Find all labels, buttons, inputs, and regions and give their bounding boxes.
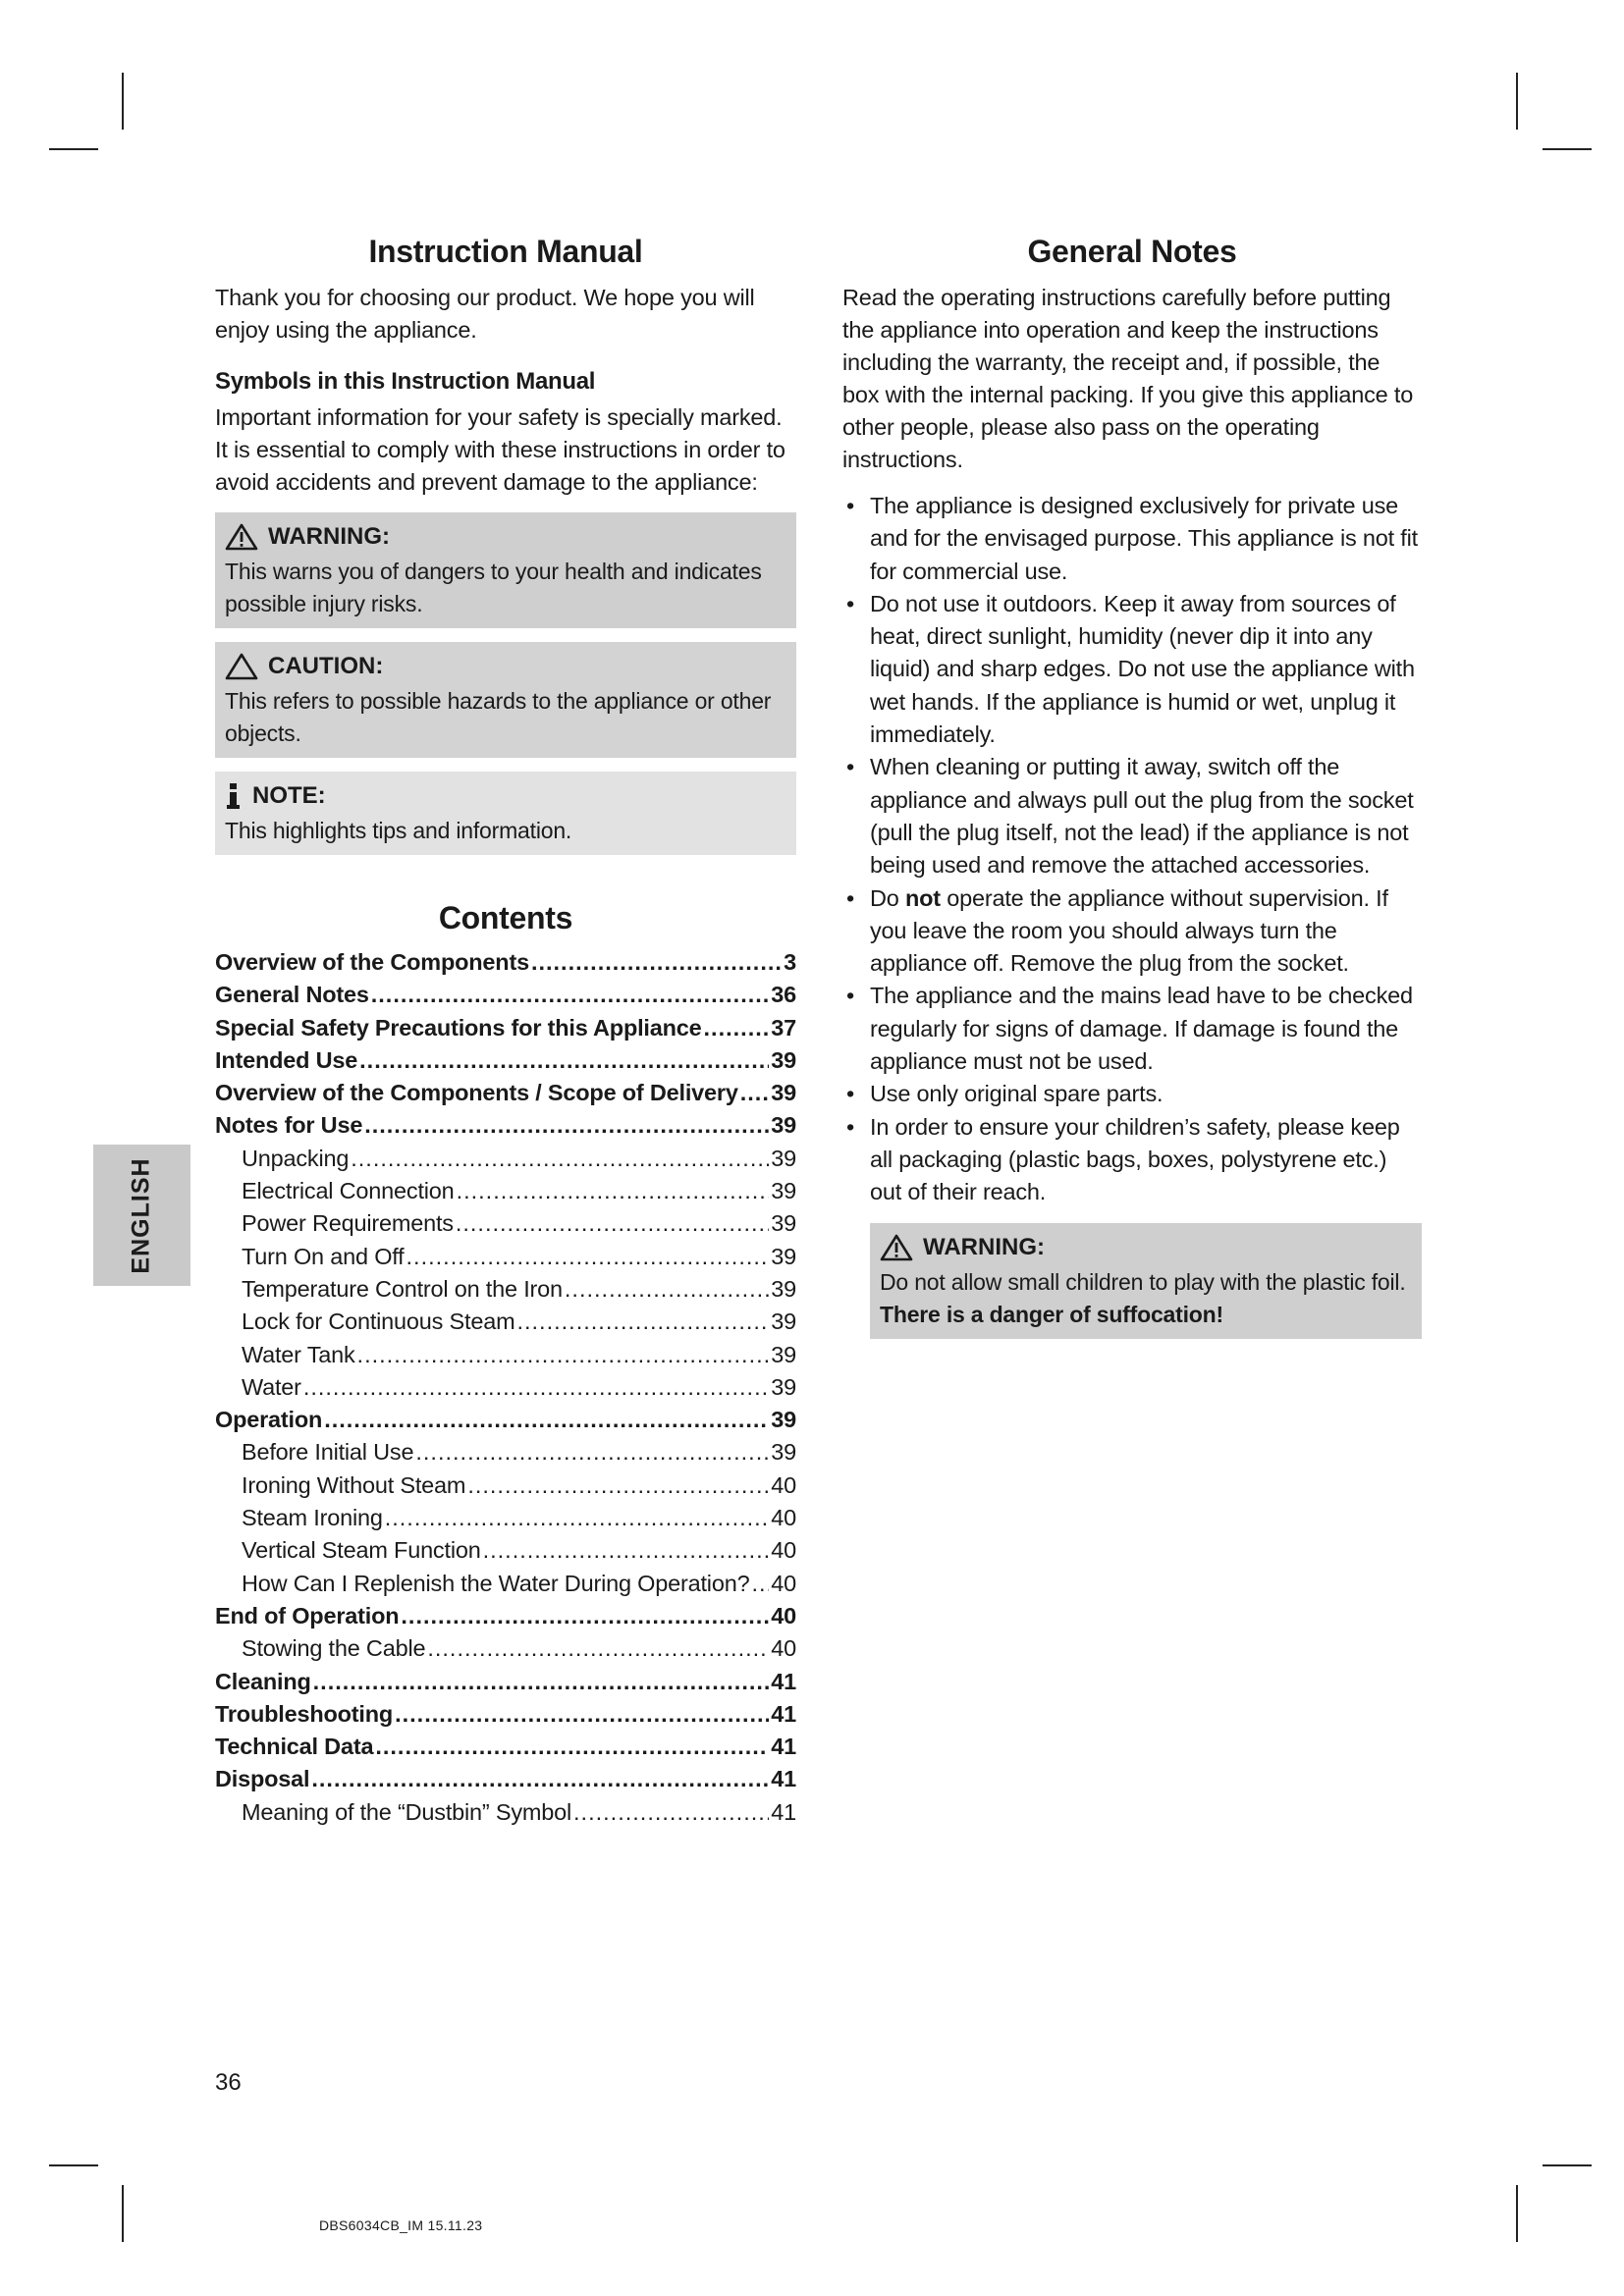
- list-item-text: Do: [870, 884, 905, 911]
- toc-entry-label: Lock for Continuous Steam: [242, 1308, 515, 1335]
- list-item: • The appliance is designed exclusively for private use and for the envisaged purpose. This appliance is not fit for commercial use.: [842, 490, 1422, 588]
- language-tab: [93, 1145, 190, 1286]
- toc-entry-label: Intended Use: [215, 1046, 358, 1073]
- emphasis-text: not: [904, 884, 941, 911]
- toc-entry-page: 41: [771, 1766, 796, 1792]
- warning-triangle-icon: [225, 523, 258, 551]
- toc-dot-leader: [359, 1044, 769, 1077]
- toc-entry-page: 39: [771, 1046, 796, 1073]
- toc-dot-leader: [385, 1502, 770, 1534]
- toc-entry-label: Steam Ironing: [242, 1505, 383, 1531]
- toc-dot-leader: [740, 1077, 770, 1109]
- toc-entry-label: Temperature Control on the Iron: [242, 1275, 563, 1302]
- toc-entry-label: Electrical Connection: [242, 1178, 455, 1204]
- contents-title: Contents: [438, 900, 573, 935]
- toc-dot-leader: [395, 1698, 769, 1731]
- caution-title: CAUTION:: [268, 653, 384, 679]
- toc-entry-page: 39: [771, 1112, 796, 1139]
- toc-entry: [215, 1207, 796, 1240]
- toc-entry-label: Overview of the Components / Scope of Delivery: [215, 1080, 738, 1106]
- info-icon: [225, 782, 243, 810]
- toc-entry-page: 39: [771, 1080, 796, 1106]
- toc-entry-label: Stowing the Cable: [242, 1635, 426, 1662]
- warning-box: [870, 1223, 1422, 1339]
- toc-dot-leader: [467, 1469, 769, 1502]
- crop-mark: [49, 148, 98, 150]
- toc-entry: [215, 1698, 796, 1731]
- toc-dot-leader: [351, 1143, 769, 1175]
- toc-dot-leader: [456, 1207, 769, 1240]
- toc-entry: [215, 1044, 796, 1077]
- toc-entry-label: Water: [242, 1373, 301, 1400]
- crop-mark: [1516, 73, 1518, 130]
- toc-entry-label: Power Requirements: [242, 1210, 454, 1237]
- toc-entry-page: 39: [771, 1275, 796, 1302]
- toc-entry: [215, 1666, 796, 1698]
- warning-heading: [880, 1233, 1412, 1262]
- toc-entry-label: How Can I Replenish the Water During Operation?: [242, 1570, 750, 1596]
- toc-entry: [215, 1371, 796, 1404]
- toc-dot-leader: [516, 1306, 769, 1338]
- toc-entry-page: 39: [771, 1439, 796, 1466]
- toc-entry: [215, 1632, 796, 1665]
- toc-dot-leader: [415, 1436, 769, 1468]
- toc-entry: [215, 1534, 796, 1567]
- toc-entry: [215, 1241, 796, 1273]
- toc-entry: [215, 1109, 796, 1142]
- toc-entry-page: 40: [771, 1570, 796, 1596]
- toc-entry: [215, 1175, 796, 1207]
- crop-mark: [122, 2185, 124, 2242]
- toc-entry-label: Notes for Use: [215, 1112, 363, 1139]
- toc-dot-leader: [704, 1012, 770, 1044]
- toc-entry-page: 39: [771, 1407, 796, 1433]
- warning-emphasis-text: There is a danger of suffocation!: [880, 1301, 1223, 1327]
- warning-box: [215, 512, 796, 628]
- toc-entry: [215, 1436, 796, 1468]
- note-box: [215, 772, 796, 855]
- toc-entry: [215, 1012, 796, 1044]
- toc-dot-leader: [364, 1109, 769, 1142]
- toc-dot-leader: [573, 1796, 769, 1829]
- toc-entry-label: Special Safety Precautions for this Appliance: [215, 1014, 702, 1041]
- toc-dot-leader: [401, 1600, 769, 1632]
- crop-mark: [1516, 2185, 1518, 2242]
- toc-entry: [215, 1469, 796, 1502]
- toc-dot-leader: [751, 1568, 769, 1600]
- toc-entry-page: 40: [771, 1602, 796, 1629]
- list-item: • Use only original spare parts.: [842, 1078, 1422, 1110]
- list-item: • Do not use it outdoors. Keep it away from sources of heat, direct sunlight, humidity (never dip it into any liquid) and sharp edges. Do not use the appliance with wet hands. If the appliance is humid or wet, unplug it immediately.: [842, 588, 1422, 751]
- toc-entry-label: Before Initial Use: [242, 1439, 414, 1466]
- toc-entry-label: Operation: [215, 1407, 323, 1433]
- list-item: • When cleaning or putting it away, switch off the appliance and always pull out the plug from the socket (pull the plug itself, not the lead) if the appliance is not being used and remove the attached accessories.: [842, 751, 1422, 881]
- list-item-text: operate the appliance without supervision. If you leave the room you should always turn the appliance off. Remove the plug from the socket.: [870, 884, 1388, 977]
- toc-entry-page: 40: [771, 1505, 796, 1531]
- toc-entry-label: Ironing Without Steam: [242, 1471, 466, 1498]
- warning-text: This warns you of dangers to your health and indicates possible injury risks.: [225, 559, 762, 616]
- toc-entry: [215, 1306, 796, 1338]
- toc-entry-page: 41: [771, 1700, 796, 1727]
- toc-entry-page: 41: [771, 1734, 796, 1760]
- general-notes-intro: Read the operating instructions carefully before putting the appliance into operation and keep the instructions including the warranty, the receipt and, if possible, the box with the internal packing. If you give this appliance to other people, please also pass on the operating instructions.: [842, 285, 1414, 472]
- toc-entry-label: Technical Data: [215, 1734, 374, 1760]
- caution-triangle-icon: [225, 653, 258, 680]
- page-number: 36: [215, 2069, 242, 2096]
- toc-entry: [215, 1731, 796, 1763]
- crop-mark: [122, 73, 124, 130]
- toc-entry-label: Cleaning: [215, 1668, 311, 1694]
- safety-notes-list: [842, 490, 1422, 1209]
- toc-entry-label: Disposal: [215, 1766, 310, 1792]
- toc-dot-leader: [313, 1666, 770, 1698]
- toc-entry: [215, 1273, 796, 1306]
- toc-dot-leader: [531, 946, 782, 979]
- warning-title: WARNING:: [268, 523, 390, 550]
- toc-entry: [215, 1502, 796, 1534]
- toc-dot-leader: [303, 1371, 769, 1404]
- toc-entry-page: 39: [771, 1308, 796, 1335]
- caution-box: [215, 642, 796, 758]
- crop-mark: [1543, 148, 1592, 150]
- toc-entry-label: Unpacking: [242, 1145, 350, 1171]
- toc-entry-page: 37: [771, 1014, 796, 1041]
- toc-dot-leader: [311, 1763, 769, 1795]
- symbols-paragraph: Important information for your safety is specially marked.: [215, 404, 783, 430]
- toc-entry: [215, 1143, 796, 1175]
- toc-dot-leader: [406, 1241, 770, 1273]
- toc-entry-page: 40: [771, 1471, 796, 1498]
- warning-heading: [225, 522, 786, 552]
- toc-entry-page: 41: [771, 1798, 796, 1825]
- toc-entry-label: Water Tank: [242, 1341, 355, 1367]
- note-title: NOTE:: [252, 782, 326, 809]
- toc-dot-leader: [357, 1339, 770, 1371]
- toc-entry: [215, 1568, 796, 1600]
- crop-mark: [49, 2164, 98, 2166]
- document-code: DBS6034CB_IM 15.11.23: [319, 2217, 483, 2233]
- general-notes-title: General Notes: [1027, 234, 1237, 269]
- toc-dot-leader: [375, 1731, 769, 1763]
- toc-entry-page: 39: [771, 1243, 796, 1269]
- caution-text: This refers to possible hazards to the appliance or other objects.: [225, 688, 772, 746]
- toc-dot-leader: [427, 1632, 769, 1665]
- toc-entry-label: Meaning of the “Dustbin” Symbol: [242, 1798, 572, 1825]
- intro-paragraph: Thank you for choosing our product. We hope you will enjoy using the appliance.: [215, 285, 755, 343]
- toc-entry: [215, 1077, 796, 1109]
- toc-entry-label: Vertical Steam Function: [242, 1537, 481, 1564]
- toc-entry: [215, 1339, 796, 1371]
- toc-entry-label: Overview of the Components: [215, 949, 529, 975]
- toc-dot-leader: [565, 1273, 769, 1306]
- toc-entry-label: End of Operation: [215, 1602, 400, 1629]
- table-of-contents: [215, 946, 796, 1829]
- toc-entry-label: General Notes: [215, 982, 369, 1008]
- toc-entry-label: Troubleshooting: [215, 1700, 394, 1727]
- note-heading: [225, 781, 786, 811]
- toc-entry-page: 39: [771, 1210, 796, 1237]
- right-column: [842, 234, 1422, 1339]
- toc-dot-leader: [483, 1534, 770, 1567]
- toc-entry-page: 40: [771, 1635, 796, 1662]
- crop-mark: [1543, 2164, 1592, 2166]
- list-item: • In order to ensure your children’s safety, please keep all packaging (plastic bags, boxes, polystyrene etc.) out of their reach.: [842, 1111, 1422, 1209]
- toc-dot-leader: [324, 1404, 769, 1436]
- toc-entry-page: 40: [771, 1537, 796, 1564]
- list-item: [842, 882, 1422, 981]
- symbols-paragraph: It is essential to comply with these instructions in order to avoid accidents and prevent damage to the appliance:: [215, 437, 785, 495]
- toc-entry: [215, 1763, 796, 1795]
- toc-entry: [215, 946, 796, 979]
- toc-entry: [215, 1600, 796, 1632]
- toc-dot-leader: [371, 979, 770, 1011]
- symbols-heading: Symbols in this Instruction Manual: [215, 368, 596, 395]
- warning-text: Do not allow small children to play with the plastic foil.: [880, 1268, 1406, 1295]
- note-text: This highlights tips and information.: [225, 818, 572, 843]
- toc-entry-page: 39: [771, 1341, 796, 1367]
- toc-entry-page: 36: [771, 982, 796, 1008]
- toc-entry-page: 39: [771, 1373, 796, 1400]
- toc-entry-page: 39: [771, 1145, 796, 1171]
- language-label: ENGLISH: [128, 1156, 155, 1274]
- list-item: • The appliance and the mains lead have to be checked regularly for signs of damage. If damage is found the appliance must not be used.: [842, 980, 1422, 1078]
- toc-entry: [215, 1796, 796, 1829]
- toc-entry-page: 41: [771, 1668, 796, 1694]
- toc-entry-label: Turn On and Off: [242, 1243, 405, 1269]
- left-column: [215, 234, 796, 1829]
- warning-triangle-icon: [880, 1234, 913, 1261]
- toc-entry: [215, 1404, 796, 1436]
- toc-entry-page: 3: [784, 949, 796, 975]
- toc-entry-page: 39: [771, 1178, 796, 1204]
- caution-heading: [225, 652, 786, 681]
- toc-dot-leader: [457, 1175, 770, 1207]
- manual-title: Instruction Manual: [368, 234, 643, 269]
- warning-title: WARNING:: [923, 1233, 1045, 1260]
- toc-entry: [215, 979, 796, 1011]
